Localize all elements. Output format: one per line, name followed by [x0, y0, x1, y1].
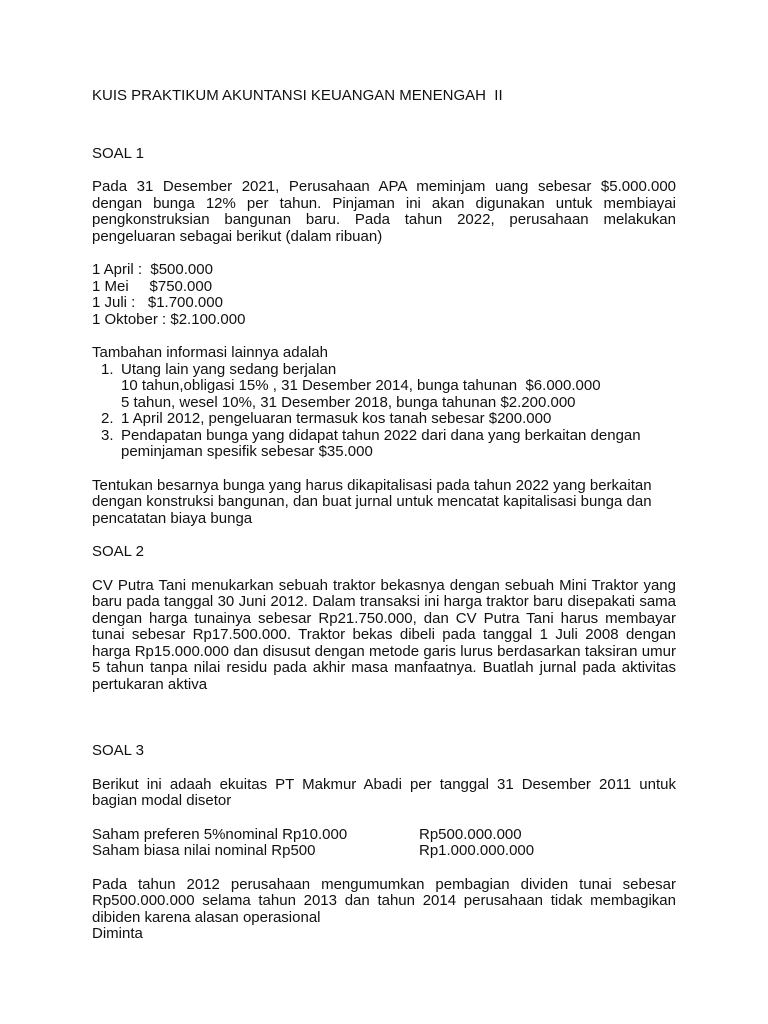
soal-3-diminta: Diminta: [92, 925, 143, 942]
share-amount: Rp1.000.000.000: [419, 842, 535, 859]
info-heading: Tambahan informasi lainnya adalah: [92, 344, 328, 361]
expenditure-item: 1 Mei $750.000: [92, 277, 213, 295]
info-list: [92, 362, 676, 461]
info-item: [101, 411, 676, 428]
share-label: Saham preferen 5%nominal Rp10.000: [92, 825, 348, 843]
share-capital-table: [92, 827, 676, 860]
info-item-text: 1 April 2012, pengeluaran termasuk kos tanah sebesar $200.000: [121, 410, 552, 427]
soal-3-section: [92, 743, 676, 943]
document-page: [92, 88, 676, 943]
soal-2-text: CV Putra Tani menukarkan sebuah traktor bekasnya dengan sebuah Mini Traktor yang baru pada tanggal 30 Juni 2012. Dalam transaksi ini harga traktor baru disepakati sama dengan harga tunainya sebesar Rp21.750.000, dan CV Putra Tani harus membayar tunai sebesar Rp17.500.000. Traktor bekas dibeli pada tanggal 1 Juli 2008 dengan harga Rp15.000.000 dan disusut dengan metode garis lurus berdasarkan taksiran umur 5 tahun tanpa nilai residu pada akhir masa manfaatnya. Buatlah jurnal pada aktivitas pertukaran aktiva: [92, 576, 676, 693]
info-item-subline: peminjaman spesifik sebesar $35.000: [121, 443, 373, 460]
soal-3-heading: SOAL 3: [92, 742, 144, 759]
expenditure-item: 1 Juli : $1.700.000: [92, 294, 223, 311]
share-row: [92, 843, 676, 860]
expenditure-list: [92, 262, 676, 328]
info-item-number: 3.: [101, 426, 114, 444]
info-item-text: Utang lain yang sedang berjalan: [121, 360, 337, 378]
share-amount: Rp500.000.000: [419, 825, 522, 843]
soal-3-intro: Berikut ini adaah ekuitas PT Makmur Abadi per tanggal 31 Desember 2011 untuk bagian modal disetor: [92, 775, 676, 809]
info-item-subline: 5 tahun, wesel 10%, 31 Desember 2018, bunga tahunan $2.200.000: [121, 393, 576, 411]
info-item-number: 2.: [101, 410, 114, 427]
expenditure-item: 1 Oktober : $2.100.000: [92, 310, 246, 328]
soal-2-heading: SOAL 2: [92, 543, 144, 560]
soal-3-dividend: Pada tahun 2012 perusahaan mengumumkan pembagian dividen tunai sebesar Rp500.000.000 selama tahun 2013 dan tahun 2014 perusahaan tidak membagikan dibiden karena alasan operasional: [92, 875, 676, 926]
document-title: KUIS PRAKTIKUM AKUNTANSI KEUANGAN MENENGAH II: [92, 87, 503, 104]
share-row: [92, 827, 676, 844]
share-label: Saham biasa nilai nominal Rp500: [92, 842, 316, 859]
soal-1-task: Tentukan besarnya bunga yang harus dikapitalisasi pada tahun 2022 yang berkaitan dengan konstruksi bangunan, dan buat jurnal untuk mencatat kapitalisasi bunga dan pencatatan biaya bunga: [92, 476, 652, 527]
soal-1-intro: Pada 31 Desember 2021, Perusahaan APA meminjam uang sebesar $5.000.000 dengan bunga 12% per tahun. Pinjaman ini akan digunakan untuk membiayai pengkonstruksian bangunan baru. Pada tahun 2022, perusahaan melakukan pengeluaran sebagai berikut (dalam ribuan): [92, 178, 676, 245]
soal-1-heading: SOAL 1: [92, 144, 144, 162]
info-item-subline: 10 tahun,obligasi 15% , 31 Desember 2014, bunga tahunan $6.000.000: [121, 377, 601, 394]
info-item: [101, 428, 676, 461]
soal-1-section: [92, 146, 676, 528]
expenditure-item: 1 April : $500.000: [92, 261, 213, 278]
info-item: [101, 362, 676, 412]
info-item-number: 1.: [101, 360, 114, 378]
soal-2-section: [92, 544, 676, 693]
info-item-text: Pendapatan bunga yang didapat tahun 2022 dari dana yang berkaitan dengan: [121, 426, 641, 444]
